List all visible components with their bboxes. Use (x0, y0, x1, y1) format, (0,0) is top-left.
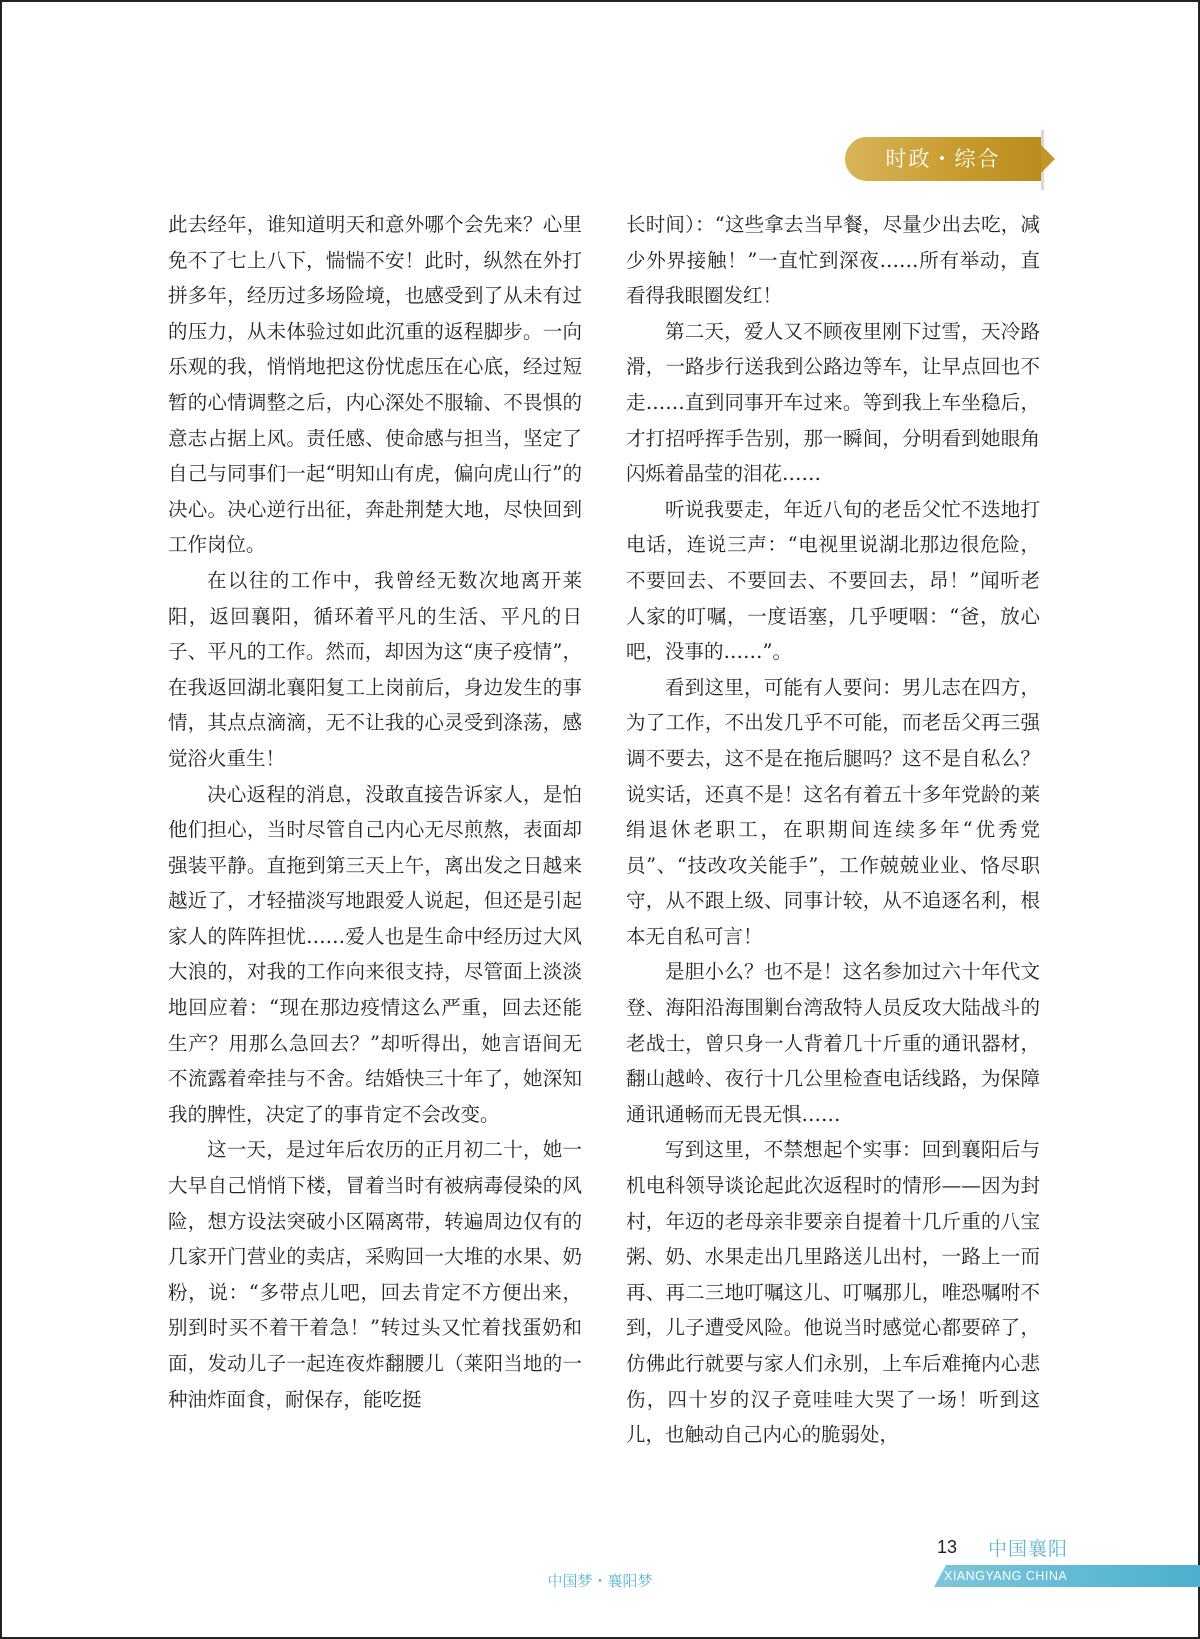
magazine-name: 中国襄阳 (988, 1538, 1069, 1560)
magazine-name-en: XIANGYANG CHINA (944, 1569, 1068, 1583)
paragraph: 决心返程的消息，没敢直接告诉家人，是怕他们担心，当时尽管自己内心无尽煎熬，表面却强装平静。直拖到第三天上午，离出发之日越来越近了，才轻描淡写地跟爱人说起，但还是引起家人的阵阵担忧……爱人也是生命中经历过大风大浪的，对我的工作向来很支持，尽管面上淡淡地回应着：“现在那边疫情这么严重，回去还能生产？用那么急回去？”却听得出，她言语间无不流露着牵挂与不舍。结婚快三十年了，她深知我的脾性，决定了的事肯定不会改变。 (168, 782, 582, 1126)
paragraph: 看到这里，可能有人要问：男儿志在四方，为了工作，不出发几乎不可能，而老岳父再三强调不要去，这不是在拖后腿吗？这不是自私么？说实话，还真不是！这名有着五十多年党龄的莱绢退休老职工，在职期间连续多年“优秀党员”、“技改攻关能手”，工作兢兢业业、恪尽职守，从不跟上级、同事计较，从不追逐名利，根本无自私可言！ (626, 675, 1040, 948)
paragraph: 长时间）：“这些拿去当早餐，尽量少出去吃，减少外界接触！”一直忙到深夜……所有举动，直看得我眼圈发红！ (626, 213, 1040, 308)
paragraph: 听说我要走，年近八旬的老岳父忙不迭地打电话，连说三声：“电视里说湖北那边很危险，不要回去、不要回去、不要回去，昂！”闻听老人家的叮嘱，一度语塞，几乎哽咽：“爸，放心吧，没事的……”。 (626, 497, 1040, 664)
article-column-right (626, 207, 1040, 1453)
section-tab (845, 137, 1041, 181)
paragraph: 在以往的工作中，我曾经无数次地离开莱阳，返回襄阳，循环着平凡的生活、平凡的日子、平凡的工作。然而，却因为这“庚子疫情”，在我返回湖北襄阳复工上岗前后，身边发生的事情，其点点滴滴，无不让我的心灵受到涤荡，感觉浴火重生！ (168, 568, 582, 770)
paragraph: 这一天，是过年后农历的正月初二十，她一大早自己悄悄下楼，冒着当时有被病毒侵染的风险，想方设法突破小区隔离带，转遍周边仅有的几家开门营业的卖店，采购回一大堆的水果、奶粉，说：“多带点儿吧，回去肯定不方便出来，别到时买不着干着急！”转过头又忙着找蛋奶和面，发动儿子一起连夜炸翻腰儿（莱阳当地的一种油炸面食，耐保存，能吃挺 (168, 1138, 582, 1411)
page-number: 13 (937, 1537, 958, 1557)
paragraph: 此去经年，谁知道明天和意外哪个会先来？心里免不了七上八下，惴惴不安！此时，纵然在外打拼多年，经历过多场险境，也感受到了从未有过的压力，从未体验过如此沉重的返程脚步。一向乐观的我，悄悄地把这份忧虑压在心底，经过短暂的心情调整之后，内心深处不服输、不畏惧的意志占据上风。责任感、使命感与担当，坚定了自己与同事们一起“明知山有虎，偏向虎山行”的决心。决心逆行出征，奔赴荆楚大地，尽快回到工作岗位。 (168, 213, 582, 557)
footer-slogan: 中国梦・襄阳梦 (547, 1572, 653, 1590)
paragraph: 写到这里，不禁想起个实事：回到襄阳后与机电科领导谈论起此次返程时的情形——因为封村，年迈的老母亲非要亲自提着十几斤重的八宝粥、奶、水果走出几里路送儿出村，一路上一而再、再二三地叮嘱这儿、叮嘱那儿，唯恐嘱咐不到，儿子遭受风险。他说当时感觉心都要碎了，仿佛此行就要与家人们永别，上车后难掩内心悲伤，四十岁的汉子竟哇哇大哭了一场！听到这儿，也触动自己内心的脆弱处， (626, 1138, 1040, 1447)
article-column-left (168, 207, 582, 1417)
section-tab-label: 时政・综合 (885, 147, 1001, 171)
paragraph: 第二天，爱人又不顾夜里刚下过雪，天冷路滑，一路步行送我到公路边等车，让早点回也不走……直到同事开车过来。等到我上车坐稳后，才打招呼挥手告别，那一瞬间，分明看到她眼角闪烁着晶莹的泪花…… (626, 319, 1040, 486)
paragraph: 是胆小么？也不是！这名参加过六十年代文登、海阳沿海围剿台湾敌特人员反攻大陆战斗的老战士，曾只身一人背着几十斤重的通讯器材，翻山越岭、夜行十几公里检查电话线路，为保障通讯通畅而无畏无惧…… (626, 960, 1040, 1126)
